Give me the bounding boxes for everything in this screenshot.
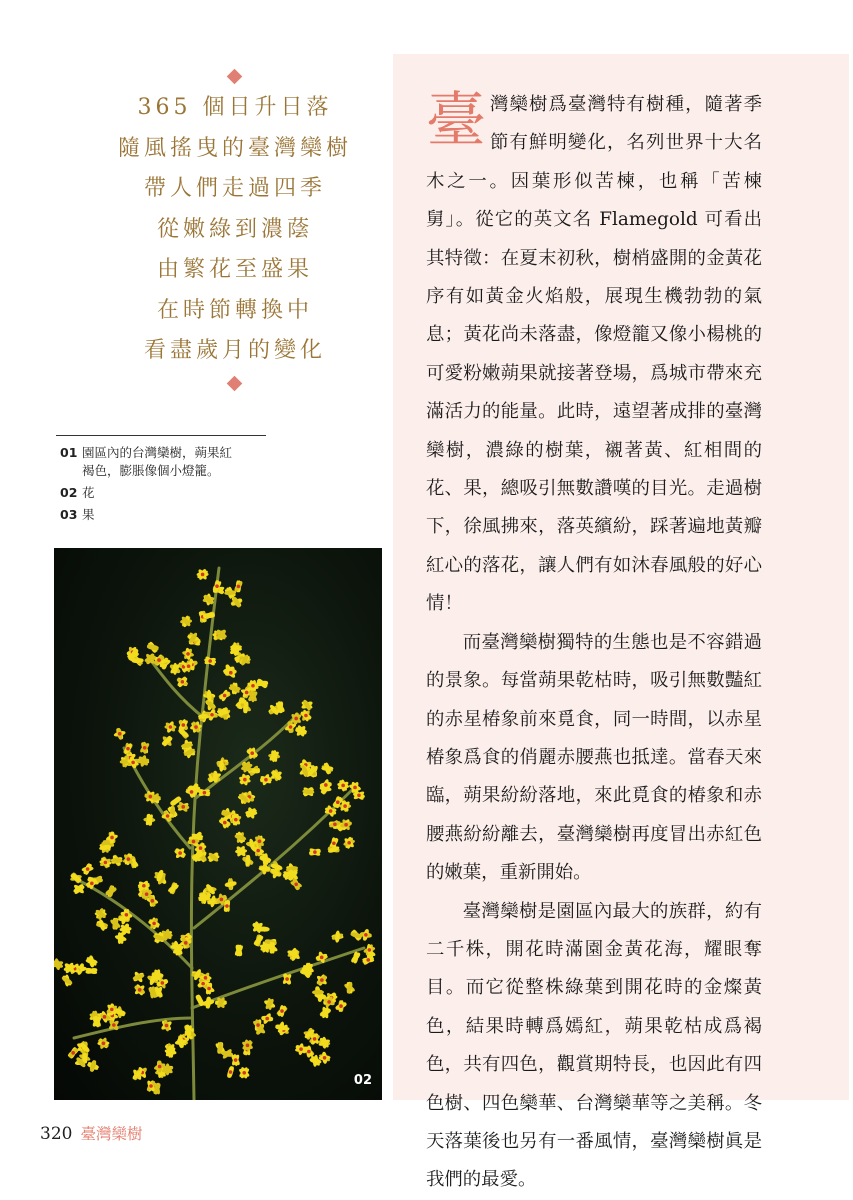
flower-center xyxy=(289,725,293,729)
flower-center xyxy=(210,713,214,717)
flower-center xyxy=(207,987,211,991)
flower-center xyxy=(169,725,173,729)
poem-line: 從嫩綠到濃蔭 xyxy=(156,216,313,242)
poem-line: 在時節轉換中 xyxy=(156,297,313,323)
poem-line: 隨風搖曳的臺灣欒樹 xyxy=(117,135,352,161)
flower-center xyxy=(258,839,262,843)
poem-line: 由繁花至盛果 xyxy=(156,257,313,282)
flower-center xyxy=(110,836,114,840)
flower-center xyxy=(186,652,190,656)
flower-center xyxy=(157,658,161,662)
flower-center xyxy=(182,723,186,727)
flower-photo xyxy=(54,548,382,1100)
flower-center xyxy=(151,899,155,903)
flower-center xyxy=(203,791,207,795)
flower-center xyxy=(166,814,170,818)
flower-center xyxy=(229,1070,233,1074)
flower-center xyxy=(181,680,185,684)
caption-number: 03 xyxy=(60,507,78,522)
poem-line: 看盡歲月的變化 xyxy=(143,338,326,363)
caption-text: 園區內的台灣欒樹，蒴果紅 xyxy=(82,445,233,460)
flower-petal xyxy=(244,854,251,867)
flower-center xyxy=(192,840,196,844)
flower-center xyxy=(280,1009,284,1013)
flower-center xyxy=(201,573,205,577)
flower-center xyxy=(125,913,129,917)
flower-center xyxy=(256,1023,260,1027)
flower-center xyxy=(199,846,203,850)
flower-center xyxy=(285,977,289,981)
flower-petal xyxy=(173,663,178,675)
caption-divider xyxy=(56,435,266,436)
flower-center xyxy=(294,717,298,721)
page-footer xyxy=(40,1122,142,1144)
flower-petal xyxy=(335,930,341,942)
flower-center xyxy=(143,746,147,750)
flower-center xyxy=(178,851,182,855)
flower-center xyxy=(165,1024,169,1028)
flower-center xyxy=(344,823,348,827)
flower-center xyxy=(243,778,247,782)
caption-text-continued: 褐色，膨脹像個小燈籠。 xyxy=(82,463,220,478)
flower-center xyxy=(110,1008,114,1012)
photo-number: 02 xyxy=(353,1073,372,1088)
flower-center xyxy=(304,714,308,718)
flower-center xyxy=(237,585,241,589)
flower-center xyxy=(245,691,249,695)
flower-center xyxy=(294,882,298,886)
flower-center xyxy=(332,841,336,845)
flower-center xyxy=(357,793,361,797)
flower-center xyxy=(256,849,260,853)
flower-center xyxy=(118,732,122,736)
article-paragraph: 而臺灣欒樹獨特的生態也是不容錯過的景象。每當蒴果乾枯時，吸引無數豔紅的赤星椿象前來覓食，同一時間，以赤星椿象爲食的俏麗赤腰燕也抵達。當春天來臨，蒴果紛紛落地，來此覓食的椿象和赤腰燕紛紛離去，臺灣欒樹再度冒出赤紅色的嫩葉，重新開始。 xyxy=(426,631,762,884)
flower-center xyxy=(126,747,130,751)
flower-center xyxy=(333,822,337,826)
flower-center xyxy=(102,1042,106,1046)
flower-center xyxy=(138,988,142,992)
caption-text: 果 xyxy=(82,507,95,522)
flower-center xyxy=(324,783,328,787)
flower-center xyxy=(223,694,227,698)
flower-center xyxy=(368,948,372,952)
flower-center xyxy=(229,671,233,675)
flower-center xyxy=(194,725,198,729)
article-paragraph xyxy=(426,86,762,624)
drop-cap: 臺 xyxy=(426,86,486,156)
flower-center xyxy=(336,800,340,804)
flower-center xyxy=(112,1023,116,1027)
flower-center xyxy=(343,804,347,808)
flower-center xyxy=(251,684,255,688)
flower-center xyxy=(201,982,205,986)
caption-item xyxy=(60,506,280,524)
flower-center xyxy=(184,941,188,945)
flower-center xyxy=(208,659,212,663)
flower-center xyxy=(313,850,317,854)
flower-center xyxy=(152,922,156,926)
flower-center xyxy=(234,1058,238,1062)
flower-center xyxy=(204,976,208,980)
flower-center xyxy=(149,795,153,799)
ornament-diamond-top xyxy=(227,69,243,85)
flower-center xyxy=(187,664,191,668)
flower-center xyxy=(215,584,219,588)
flower-center xyxy=(329,809,333,813)
section-title: 臺灣欒樹 xyxy=(80,1125,143,1143)
flower-petal xyxy=(85,967,98,976)
article-paragraph: 臺灣欒樹是園區內最大的族群，約有二千株，開花時滿園金黃花海，耀眼奪目。而它從整株綠葉到開花時的金燦黃色，結果時轉爲嫣紅，蒴果乾枯成爲褐色，共有四色，觀賞期特長，也因此有四色樹、四色欒華、台灣欒華等之美稱。冬天落葉後也另有一番風情，臺灣欒樹眞是我們的最愛。 xyxy=(426,900,762,1191)
caption-number: 01 xyxy=(60,445,78,460)
flower-center xyxy=(145,892,149,896)
flower-center xyxy=(104,861,108,865)
flower-center xyxy=(223,821,227,825)
flower-center xyxy=(299,1047,303,1051)
flower-center xyxy=(220,898,224,902)
flower-center xyxy=(71,1051,75,1055)
flower-center xyxy=(264,778,268,782)
flower-petal xyxy=(235,848,247,854)
flower-center xyxy=(103,1015,107,1019)
flower-center xyxy=(364,933,368,937)
flower-center xyxy=(161,981,165,985)
flower-center xyxy=(246,1044,250,1048)
caption-text: 花 xyxy=(82,485,95,500)
flower-center xyxy=(234,818,238,822)
flower-petal xyxy=(210,895,217,908)
caption-number: 02 xyxy=(60,485,78,500)
poem-line: 帶人們走過四季 xyxy=(143,176,326,201)
caption-item xyxy=(60,484,280,502)
flower-center xyxy=(90,882,94,886)
flower-center xyxy=(242,1071,246,1075)
article-body xyxy=(426,86,762,1200)
flower-center xyxy=(190,790,194,794)
flower-petal xyxy=(321,766,333,771)
flower-center xyxy=(86,867,90,871)
flower-center xyxy=(265,1017,269,1021)
flower-center xyxy=(327,1000,331,1004)
flower-center xyxy=(149,1084,153,1088)
page-number: 320 xyxy=(40,1124,73,1144)
ornament-diamond-bottom xyxy=(227,376,243,392)
flower-center xyxy=(142,884,146,888)
flower-center xyxy=(320,956,324,960)
caption-item xyxy=(60,444,280,480)
flower-center xyxy=(347,841,351,845)
flower-illustration xyxy=(54,548,382,1100)
flower-center xyxy=(341,784,345,788)
paragraph-text: 灣欒樹爲臺灣特有樹種，隨著季節有鮮明變化，名列世界十大名木之一。因葉形似苦楝，也稱「苦楝舅」。從它的英文名 Flamegold 可看出其特徵：在夏末初秋，樹梢盛開的金黃花序有如黃金火焰般，展現生機勃勃的氣息；黃花尚未落盡，像燈籠又像小楊桃的可愛粉嫩蒴果就接著登場，爲城市帶來充滿活力的能量。此時，遠望著成排的臺灣欒樹，濃綠的樹葉，襯著黃、紅相間的花、果，總吸引無數讚嘆的目光。走過樹下，徐風拂來，落英繽紛，踩著遍地黃瓣紅心的落花，讓人們有如沐春風般的好心情！ xyxy=(426,94,762,615)
flower-center xyxy=(225,904,229,908)
poem-line: 365 個日升日落 xyxy=(137,95,333,120)
flower-center xyxy=(158,1065,162,1069)
flower-center xyxy=(366,958,370,962)
poem-block xyxy=(110,88,360,372)
flower-center xyxy=(339,1004,343,1008)
flower-center xyxy=(313,1037,317,1041)
photo-captions xyxy=(60,444,280,528)
flower-center xyxy=(127,857,131,861)
flower-center xyxy=(181,805,185,809)
flower-center xyxy=(353,786,357,790)
flower-center xyxy=(320,978,324,982)
flower-center xyxy=(250,751,254,755)
flower-center xyxy=(131,761,135,765)
flower-center xyxy=(323,1056,327,1060)
flower-center xyxy=(307,1050,311,1054)
